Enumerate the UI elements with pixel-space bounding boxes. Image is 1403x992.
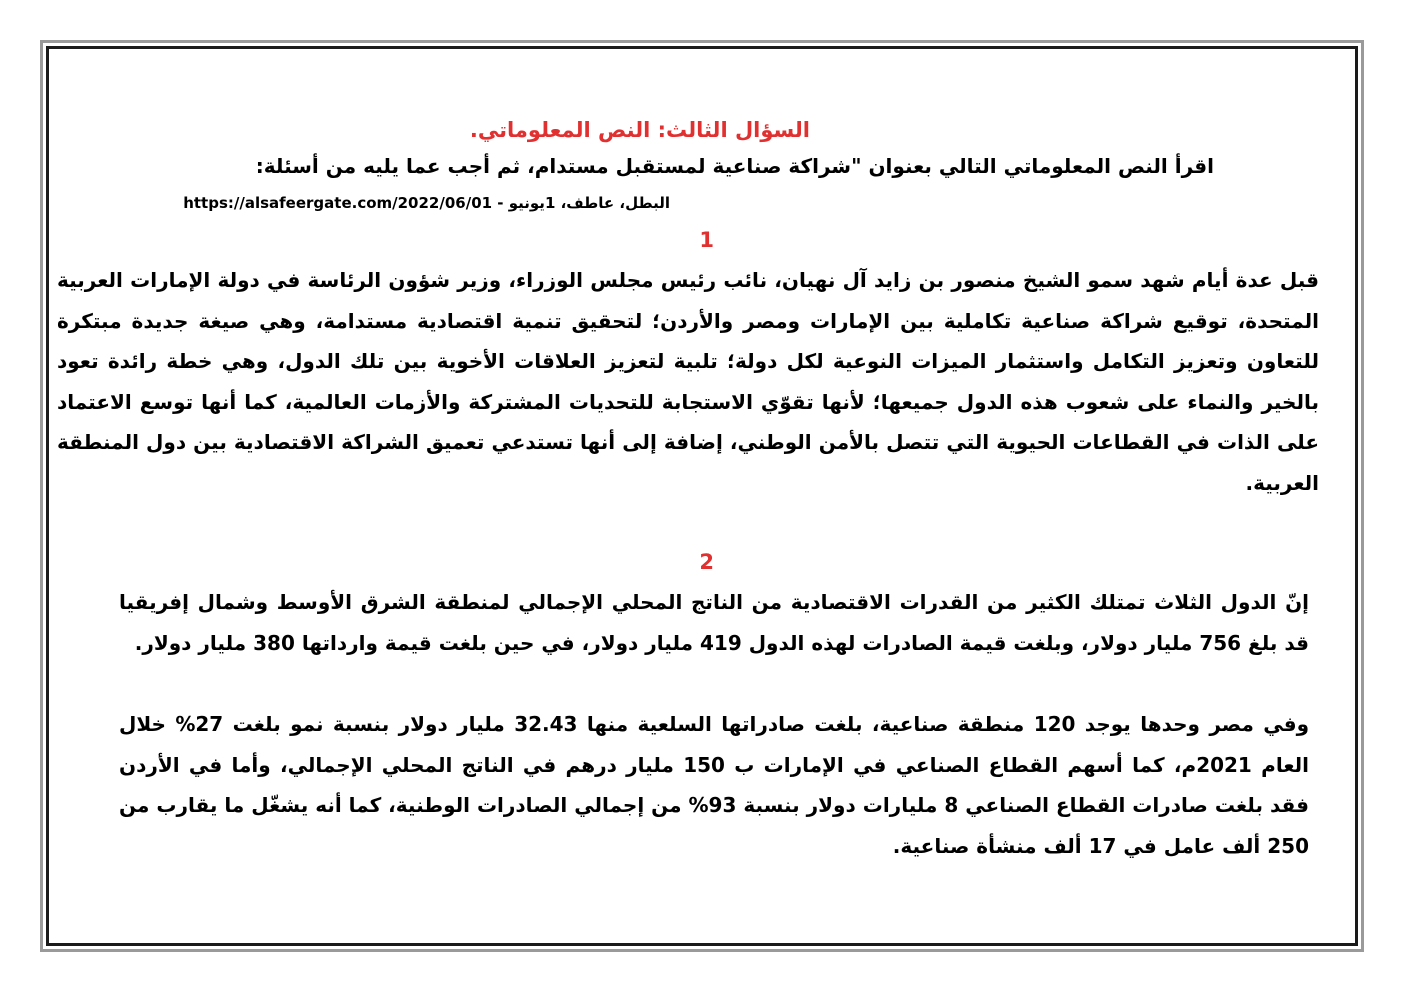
- paragraph-2b: وفي مصر وحدها يوجد 120 منطقة صناعية، بلغت صادراتها السلعية منها 32.43 مليار دولار بنسبة نمو بلغت 27% خلال العام 2021م، كما أسهم القطاع الصناعي في الإمارات ب 150 مليار درهم في الناتج المحلي الإجمالي، وأما في الأردن فقد بلغت صادرات القطاع الصناعي 8 مليارات دولار بنسبة 93% من إجمالي الصادرات الوطنية، كما أنه يشغّل ما يقارب من 250 ألف عامل في 17 ألف منشأة صناعية.: [119, 712, 1309, 858]
- question-title: السؤال الثالث: النص المعلوماتي.: [469, 118, 810, 142]
- paragraph-number-1: 1: [699, 228, 714, 252]
- paragraph-2a: إنّ الدول الثلاث تمتلك الكثير من القدرات الاقتصادية من الناتج المحلي الإجمالي لمنطقة الشرق الأوسط وشمال إفريقيا قد بلغ 756 مليار دولار، وبلغت قيمة الصادرات لهذه الدول 419 مليار دولار، في حين بلغت قيمة وارداتها 380 مليار دولار.: [119, 590, 1309, 655]
- paragraph-1: قبل عدة أيام شهد سمو الشيخ منصور بن زايد آل نهيان، نائب رئيس مجلس الوزراء، وزير شؤون الرئاسة في دولة الإمارات العربية المتحدة، توقيع شراكة صناعية تكاملية بين الإمارات ومصر والأردن؛ لتحقيق تنمية اقتصادية مستدامة، وهي صيغة جديدة مبتكرة للتعاون وتعزيز التكامل واستثمار الميزات النوعية لكل دولة؛ تلبية لتعزيز العلاقات الأخوية بين تلك الدول، وهي خطة رائدة تعود بالخير والنماء على شعوب هذه الدول جميعها؛ لأنها تقوّي الاستجابة للتحديات المشتركة والأزمات العالمية، كما أنها توسع الاعتماد على الذات في القطاعات الحيوية التي تتصل بالأمن الوطني، إضافة إلى أنها تستدعي تعميق الشراكة الاقتصادية بين دول المنطقة العربية.: [57, 268, 1319, 495]
- reading-instruction: اقرأ النص المعلوماتي التالي بعنوان "شراكة صناعية لمستقبل مستدام، ثم أجب عما يليه من أسئلة:: [255, 154, 1214, 178]
- paragraph-number-2: 2: [699, 550, 714, 574]
- source-citation: البطل، عاطف، 1يونيو - https://alsafeergate.com/2022/06/01: [183, 194, 670, 212]
